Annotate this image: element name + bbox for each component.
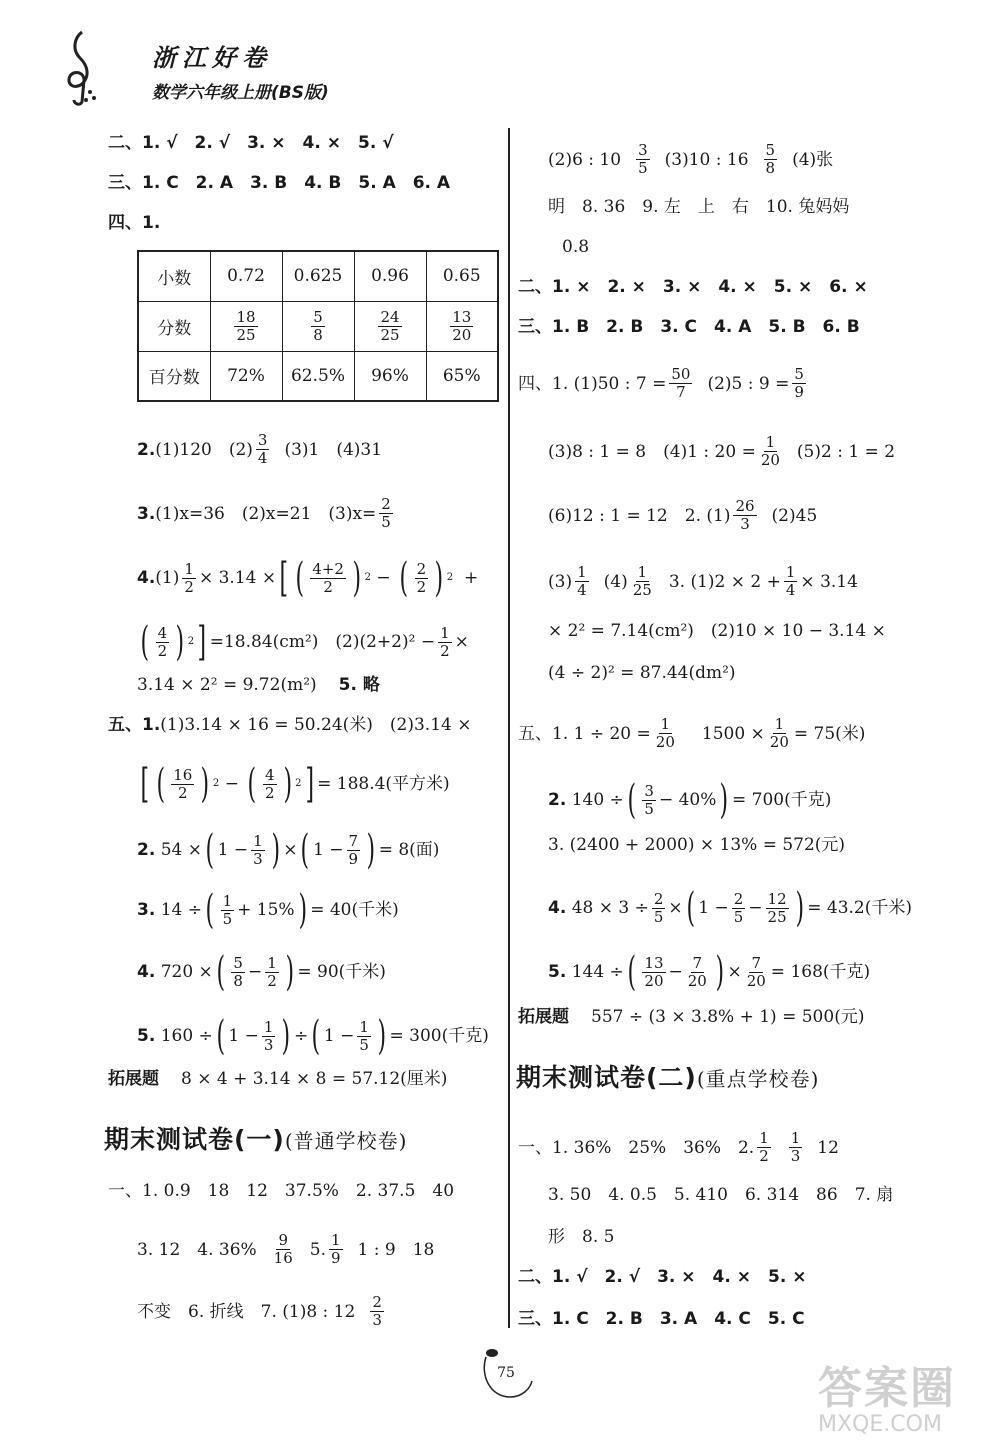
answer-line: 3. 14 ÷ ( $\frac{1}{5}$ + 15% ) = 40(千米) — [137, 887, 399, 933]
table-cell: $\frac{13}{20}$ — [426, 301, 498, 351]
column-divider — [508, 128, 510, 1328]
table-cell: 小数 — [138, 251, 210, 301]
answer-line: (3)8 : 1 = 8 (4)1 : 20 = $\frac{1}{20}$ (5)2 : 1 = 2 — [548, 433, 896, 469]
exam-2-title: 期末测试卷(二)(重点学校卷) — [516, 1063, 820, 1092]
answer-line: 4. (1) $\frac{1}{2}$ × 3.14 × [ ( $\frac{4+2}{2}$ ) 2 − ( $\frac{2}{2}$ ) 2 + — [137, 555, 479, 601]
answer-line: 形 8. 5 — [548, 1227, 615, 1247]
answer-line: 4. 48 × 3 ÷ $\frac{2}{5}$ × ( 1 − $\frac{2}{5}$ − $\frac{12}{25}$ ) = 43.2(千米) — [548, 885, 912, 931]
answer-line: 2. (1)120 (2) $\frac{3}{4}$ (3)1 (4)31 — [137, 431, 383, 467]
answer-line: 三、1. C 2. B 3. A 4. C 5. C — [518, 1309, 805, 1329]
brand-title: 浙江好卷 — [152, 43, 272, 72]
conversion-table — [137, 250, 499, 402]
extension-answer: 拓展题 8 × 4 + 3.14 × 8 = 57.12(厘米) — [108, 1069, 448, 1089]
table-cell: 0.72 — [210, 251, 282, 301]
answer-line: 0.8 — [562, 237, 590, 257]
table-cell: $\frac{24}{25}$ — [354, 301, 426, 351]
table-cell: $\frac{18}{25}$ — [210, 301, 282, 351]
table-cell: 72% — [210, 351, 282, 401]
answer-line: 五、1. (1)3.14 × 16 = 50.24(米) (2)3.14 × — [108, 715, 472, 735]
table-cell: 分数 — [138, 301, 210, 351]
treble-clef-icon — [60, 28, 100, 106]
answer-line: (4 ÷ 2)² = 87.44(dm²) — [548, 663, 736, 683]
table-cell: 0.65 — [426, 251, 498, 301]
answer-line: 一、1. 0.9 18 12 37.5% 2. 37.5 40 — [108, 1181, 455, 1201]
page-header — [60, 28, 380, 108]
table-cell: 65% — [426, 351, 498, 401]
answer-line: 3. (1)x=36 (2)x=21 (3)x= $\frac{2}{5}$ — [137, 495, 391, 531]
table-cell: 96% — [354, 351, 426, 401]
answer-line: 3.14 × 2² = 9.72(m²) 5. 略 — [137, 675, 380, 695]
table-cell: 0.625 — [282, 251, 354, 301]
answer-line: 4. 720 × ( $\frac{5}{8}$ − $\frac{1}{2}$ ) = 90(千米) — [137, 949, 386, 995]
answer-line: 四、1. (1)50 : 7 = $\frac{50}{7}$ (2)5 : 9 = $\frac{5}{9}$ — [518, 365, 804, 401]
answer-line: 2. 140 ÷ ( $\frac{3}{5}$ − 40% ) = 700(千克) — [548, 777, 832, 823]
answer-line: × 2² = 7.14(cm²) (2)10 × 10 − 3.14 × — [548, 621, 886, 641]
watermark-logo: 答案圈 MXQE.COM — [818, 1363, 956, 1437]
answer-line: 五、1. 1 ÷ 20 = $\frac{1}{20}$ 1500 × $\frac{1}{20}$ = 75(米) — [518, 715, 866, 751]
page-number: 75 — [478, 1345, 534, 1401]
table-cell: 62.5% — [282, 351, 354, 401]
answer-line: 3. 12 4. 36% $\frac{9}{16}$ 5. $\frac{1}{9}$ 1 : 9 18 — [137, 1231, 435, 1267]
answer-line: ( $\frac{4}{2}$ ) 2 ] =18.84(cm²) (2)(2+2)² − $\frac{1}{2}$ × — [140, 619, 469, 665]
answer-line: 二、1. √ 2. √ 3. × 4. × 5. √ — [108, 133, 394, 153]
answer-line: 5. 144 ÷ ( $\frac{13}{20}$ − $\frac{7}{20}$ ) × $\frac{7}{20}$ = 168(千克) — [548, 949, 871, 995]
answer-line: [ ( $\frac{16}{2}$ ) 2 − ( $\frac{4}{2}$ ) 2 ] = 188.4(平方米) — [140, 761, 450, 807]
answer-line: 一、1. 36% 25% 36% 2. $\frac{1}{2}$ $\frac{1}{3}$ 12 — [518, 1129, 839, 1165]
extension-answer: 拓展题 557 ÷ (3 × 3.8% + 1) = 500(元) — [518, 1007, 865, 1027]
book-subtitle: 数学六年级上册(BS版) — [152, 83, 329, 103]
answer-line: 二、1. √ 2. √ 3. × 4. × 5. × — [518, 1267, 807, 1287]
table-row — [138, 301, 498, 351]
table-cell: $\frac{5}{8}$ — [282, 301, 354, 351]
answer-line: 三、1. B 2. B 3. C 4. A 5. B 6. B — [518, 317, 860, 337]
table-row — [138, 351, 498, 401]
answer-line: 明 8. 36 9. 左 上 右 10. 兔妈妈 — [548, 197, 850, 217]
answer-line: 2. 54 × ( 1 − $\frac{1}{3}$ ) × ( 1 − $\frac{7}{9}$ ) = 8(面) — [137, 827, 440, 873]
answer-line: 3. 50 4. 0.5 5. 410 6. 314 86 7. 扇 — [548, 1185, 894, 1205]
answer-line: 四、1. — [108, 213, 161, 233]
answer-line: (3) $\frac{1}{4}$ (4) $\frac{1}{25}$ 3. (1)2 × 2 + $\frac{1}{4}$ × 3.14 — [548, 563, 858, 599]
answer-line: 3. (2400 + 2000) × 13% = 572(元) — [548, 835, 846, 855]
exam-1-title: 期末测试卷(一)(普通学校卷) — [104, 1125, 408, 1154]
answer-line: 5. 160 ÷ ( 1 − $\frac{1}{3}$ ) ÷ ( 1 − $\frac{1}{5}$ ) = 300(千克) — [137, 1013, 489, 1059]
answer-line: (2)6 : 10 $\frac{3}{5}$ (3)10 : 16 $\frac{5}{8}$ (4)张 — [548, 141, 834, 177]
answer-line: 三、1. C 2. A 3. B 4. B 5. A 6. A — [108, 173, 451, 193]
answer-line: (6)12 : 1 = 12 2. (1) $\frac{26}{3}$ (2)45 — [548, 497, 818, 533]
table-cell: 百分数 — [138, 351, 210, 401]
table-row — [138, 251, 498, 301]
table-cell: 0.96 — [354, 251, 426, 301]
answer-line: 二、1. × 2. × 3. × 4. × 5. × 6. × — [518, 277, 868, 297]
answer-line: 不变 6. 折线 7. (1)8 : 12 $\frac{2}{3}$ — [137, 1293, 382, 1329]
